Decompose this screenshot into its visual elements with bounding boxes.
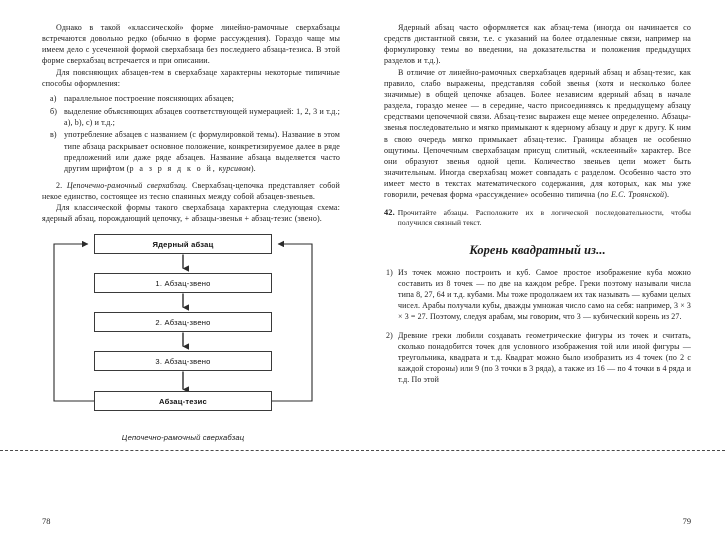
page-number-left: 78 [42, 517, 51, 526]
numbered-point-text: Сверхабзац-цепочка представляет собой некое единство, состоящее из тесно спаянных между собой абзацев-звеньев. [42, 180, 340, 201]
paragraph-lead: В отличие от линейно-рамочных сверхабзацев ядерный абзац и абзац-тезис, как правило, слабо выражены, представляя собой звенья (хотя и несколько более значимые) в общей цепочке абзацев. Более независим ядерный абзац в начале раздела, гораздо менее — в середине, часто присоединяясь к предыдущему абзацу средствами цепочечной связи. Абзац-тезис выражен еще менее определенно. Абзацы-звенья последовательно и мягко примыкают к ядерному абзацу и друг к другу. К ним в свою очередь мягко примыкает абзац-тезис. Границы абзацев не особенно ощутимы. Цепочечным сверхабзацам присущ слитный, «склеенный» характер. Все они образуют звенья одной цепи. Количество звеньев цепи может быть значительным. Иногда сверхабзац может совпадать с разделом. Особенно часто это имеет место в текстах математического содержания, для которых, как мы уже говорили, речевая форма «рассуждение» особенно типична ( [384, 67, 691, 200]
page-number-right: 79 [682, 517, 691, 526]
page-left [0, 0, 362, 540]
numbered-point-number: 2. [56, 180, 63, 190]
italic-term: курсивом [216, 163, 251, 173]
list-item-text: параллельное построение поясняющих абзацев; [64, 93, 234, 103]
diagram-box-link-1: 1. Абзац-звено [94, 273, 272, 293]
list-item-text: Из точек можно построить и куб. Самое простое изображение куба можно составить из 8 точек — по две на каждом ребре. Греки поэтому называли числа типа 8, 27, 64 и т.д. кубами. Мы тоже продолжаем их так называть — кубами целых чисел. Арабы получали кубы, дважды умножая число само на себя: например, 3 × 3 × 3 = 27. Поэтому, следуя арабам, мы говорим, что 3 — кубический корень из 27. [398, 267, 691, 322]
list-item [48, 129, 340, 174]
list-item [384, 267, 691, 322]
list-item [384, 330, 691, 385]
lettered-list [42, 93, 340, 174]
diagram-box-nuclear-paragraph: Ядерный абзац [94, 234, 272, 254]
paragraph: Для поясняющих абзацев-тем в сверхабзаце характерны некоторые типичные способы оформления: [42, 67, 340, 88]
list-item [48, 93, 340, 104]
list-marker: 2) [386, 331, 393, 341]
list-item [48, 106, 340, 128]
paragraph: Ядерный абзац часто оформляется как абзац-тема (иногда он начинается со средств дистантной связи, т.е. с указаний на более отдаленные связи, например на формулировку темы во введении, на доказательства и положения предыдущих разделов и т.д.). [384, 23, 691, 66]
list-marker: 1) [386, 267, 393, 277]
list-item-text: Древние греки любили создавать геометрические фигуры из точек и считать, сколько понадобится точек для условного изображения той или иной фигуры — треугольника, квадрата и т.д. Квадрат можно было изобразить из 4 точек (по 2 с каждой стороны) или 9 (по 3 точки в 3 ряда), а также из 16 — по 4 точки в 4 ряда и т.д. По этой [398, 331, 691, 385]
diagram-box-link-2: 2. Абзац-звено [94, 312, 272, 332]
diagram-caption: Цепочечно-рамочный сверхабзац [121, 433, 245, 443]
exercise-number: 42. [384, 207, 395, 217]
paragraph: Однако в такой «классической» форме линейно-рамочные сверхабзацы встречаются довольно редко (обычно в форме рассуждения). Гораздо чаще мы имеем дело с усеченной формой сверхабзаца без последнего абзаца-тезиса. В этой форме сверхабзац встречается и при описании. [42, 23, 340, 66]
paragraph [384, 67, 691, 201]
list-marker: в) [50, 130, 57, 140]
left-column-content [42, 22, 340, 442]
page-right [362, 0, 725, 540]
chain-frame-diagram [36, 233, 330, 429]
diagram-box-thesis-paragraph: Абзац-тезис [94, 391, 272, 411]
list-item-text: выделение объясняющих абзацев соответствующей нумерацией: 1, 2, 3 и т.д.; a), b), c) и т.д.; [64, 106, 340, 127]
list-item-text [64, 129, 340, 174]
paragraph-tail: ). [664, 190, 670, 200]
right-column-content [384, 22, 691, 385]
paragraph: Для классической формы такого сверхабзаца характерна следующая схема: ядерный абзац, порождающий цепочку, + абзацы-звенья + абзац-тезис (звено). [42, 202, 340, 223]
letterspaced-term: р а з р я д к о й, [129, 163, 217, 173]
list-marker: а) [50, 93, 57, 103]
diagram-box-link-3: 3. Абзац-звено [94, 351, 272, 371]
exercise-42 [384, 208, 691, 228]
list-item-text-lead: употребление абзацев с названием (с формулировкой темы). Название в этом типе абзаца раскрывает основное положение, конкретизируемое далее в ряде предложений или даже ряде абзацев. Название абзаца выделяется часто другим шрифтом ( [64, 130, 340, 173]
numbered-point [42, 180, 340, 202]
section-title: Корень квадратный из... [469, 242, 606, 257]
source-attribution: по Е.С. Троянской [600, 190, 665, 200]
dashed-cut-line [0, 450, 725, 451]
list-item-text-tail: ). [250, 163, 256, 173]
exercise-text: Прочитайте абзацы. Расположите их в логической последовательности, чтобы получился связный текст. [397, 207, 691, 227]
numbered-list [384, 267, 691, 385]
numbered-point-term: Цепочечно-рамочный сверхабзац. [66, 180, 188, 190]
list-marker: б) [50, 106, 58, 116]
